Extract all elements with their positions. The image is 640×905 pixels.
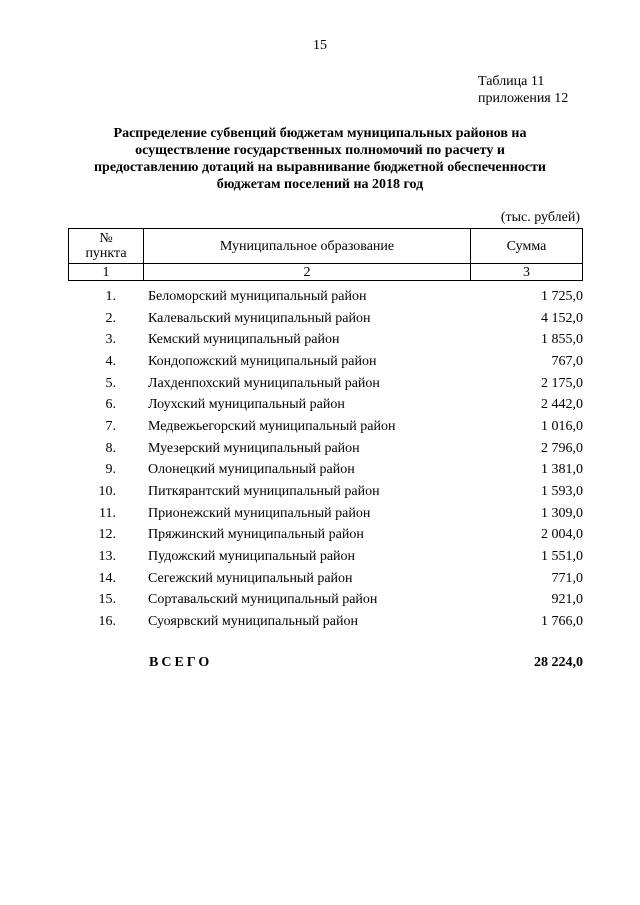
row-amount: 4 152,0 — [541, 310, 583, 326]
row-number: 11. — [99, 505, 116, 521]
row-amount: 767,0 — [551, 353, 583, 369]
row-amount: 1 766,0 — [541, 614, 583, 630]
row-number: 8. — [105, 440, 116, 456]
row-number: 5. — [105, 375, 116, 391]
table-row — [68, 351, 583, 373]
row-amount: 1 551,0 — [541, 549, 583, 565]
table-row — [68, 503, 583, 525]
row-district-name: Муезерский муниципальный район — [148, 440, 360, 456]
row-district-name: Кондопожский муниципальный район — [148, 353, 377, 369]
table-row — [68, 416, 583, 438]
table-row — [68, 286, 583, 308]
table-row — [68, 525, 583, 547]
row-number: 6. — [105, 397, 116, 413]
total-sum: 28 224,0 — [534, 655, 583, 670]
table-ref-line1: Таблица 11 — [478, 74, 545, 89]
table-row — [68, 308, 583, 330]
row-amount: 2 004,0 — [541, 527, 583, 543]
table-row — [68, 568, 583, 590]
row-amount: 1 593,0 — [541, 484, 583, 500]
row-district-name: Олонецкий муниципальный район — [148, 462, 355, 478]
header-num-line2: пункта — [85, 246, 127, 261]
table-row — [68, 373, 583, 395]
units-label: (тыс. рублей) — [500, 210, 580, 225]
row-district-name: Сегежский муниципальный район — [148, 570, 353, 586]
page-number: 15 — [313, 38, 327, 53]
row-amount: 2 175,0 — [541, 375, 583, 391]
table-row — [68, 394, 583, 416]
row-number: 12. — [98, 527, 116, 543]
header-sum: Сумма — [471, 229, 583, 264]
row-amount: 921,0 — [551, 592, 583, 608]
row-number: 7. — [105, 418, 116, 434]
header-num — [69, 229, 144, 264]
row-district-name: Лоухский муниципальный район — [148, 397, 345, 413]
row-amount: 771,0 — [551, 570, 583, 586]
total-row — [68, 655, 583, 671]
row-number: 2. — [105, 310, 116, 326]
row-amount: 1 855,0 — [541, 332, 583, 348]
row-district-name: Кемский муниципальный район — [148, 332, 340, 348]
row-district-name: Калевальский муниципальный район — [148, 310, 371, 326]
row-number: 16. — [98, 614, 116, 630]
row-number: 15. — [98, 592, 116, 608]
row-district-name: Питкярантский муниципальный район — [148, 484, 380, 500]
row-district-name: Суоярвский муниципальный район — [148, 614, 358, 630]
row-number: 4. — [105, 353, 116, 369]
title-line4: бюджетам поселений на 2018 год — [216, 177, 424, 192]
row-amount: 2 442,0 — [541, 397, 583, 413]
row-amount: 1 381,0 — [541, 462, 583, 478]
row-number: 14. — [98, 570, 116, 586]
table-row — [68, 438, 583, 460]
total-label: ВСЕГО — [149, 655, 213, 670]
title-line1: Распределение субвенций бюджетам муниципальных районов на — [113, 126, 527, 141]
row-district-name: Пудожский муниципальный район — [148, 549, 356, 565]
table-row — [68, 590, 583, 612]
row-district-name: Пряжинский муниципальный район — [148, 527, 364, 543]
row-district-name: Лахденпохский муниципальный район — [148, 375, 380, 391]
table-row — [68, 329, 583, 351]
row-amount: 1 309,0 — [541, 505, 583, 521]
row-number: 10. — [98, 484, 116, 500]
row-amount: 1 016,0 — [541, 418, 583, 434]
row-number: 9. — [105, 462, 116, 478]
document-title — [60, 125, 580, 193]
table-row — [68, 546, 583, 568]
row-district-name: Прионежский муниципальный район — [148, 505, 371, 521]
row-number: 3. — [105, 332, 116, 348]
title-line2: осуществление государственных полномочий по расчету и — [135, 143, 505, 158]
row-district-name: Медвежьегорский муниципальный район — [148, 418, 396, 434]
header-index-2: 2 — [144, 264, 471, 281]
header-index-1: 1 — [69, 264, 144, 281]
table-row — [68, 481, 583, 503]
row-district-name: Беломорский муниципальный район — [148, 288, 367, 304]
row-number: 13. — [98, 549, 116, 565]
row-amount: 2 796,0 — [541, 440, 583, 456]
table-reference — [478, 73, 568, 107]
header-num-line1: № — [99, 231, 113, 246]
row-amount: 1 725,0 — [541, 288, 583, 304]
header-index-3: 3 — [471, 264, 583, 281]
row-district-name: Сортавальский муниципальный район — [148, 592, 378, 608]
header-name: Муниципальное образование — [144, 229, 471, 264]
table-body — [68, 286, 583, 633]
table-header — [68, 228, 583, 281]
row-number: 1. — [105, 288, 116, 304]
title-line3: предоставлению дотаций на выравнивание бюджетной обеспеченности — [93, 160, 546, 175]
table-row — [68, 611, 583, 633]
table-row — [68, 460, 583, 482]
table-ref-line2: приложения 12 — [478, 91, 569, 106]
